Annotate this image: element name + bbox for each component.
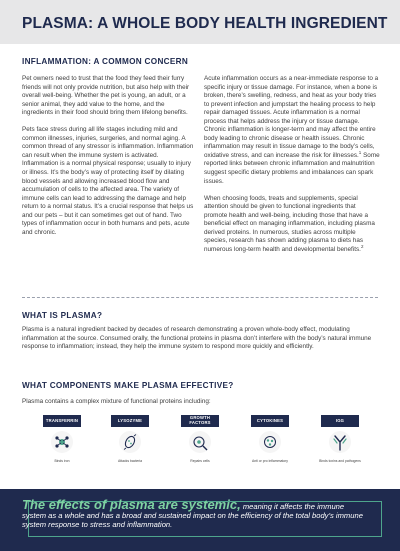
- page-title: PLASMA: A WHOLE BODY HEALTH INGREDIENT: [22, 15, 388, 32]
- footnote-ref: 1: [358, 149, 362, 155]
- component-card-cytokines: [244, 415, 296, 471]
- right-column: [204, 75, 380, 263]
- plasma-description: Plasma is a natural ingredient backed by decades of research demonstrating a proven whole-body effect, modulating inflammation at the source. Consumed orally, the functional proteins in plasma don’t interfere with the body’s natural immune response to inflammation; instead, they help the immune system to respond more quickly and efficiently.: [22, 326, 372, 351]
- components-intro: Plasma contains a complex mixture of functional proteins including:: [22, 398, 211, 405]
- section-divider: [22, 297, 378, 298]
- footnote-ref: 2: [360, 243, 364, 249]
- component-card-lysozyme: [104, 415, 156, 471]
- antibody-icon: [329, 431, 351, 453]
- component-label: CYTOKINES: [251, 415, 289, 427]
- component-caption: Anti or pro inflammatory: [252, 459, 288, 463]
- component-cards: [36, 415, 366, 471]
- section-heading-components: WHAT COMPONENTS MAKE PLASMA EFFECTIVE?: [22, 381, 234, 390]
- cytokine-icon: [259, 431, 281, 453]
- footer-callout: [22, 497, 368, 530]
- component-label: IGG: [321, 415, 359, 427]
- paragraph: [204, 195, 380, 255]
- component-label: GROWTH FACTORS: [181, 415, 219, 427]
- footer-highlight: The effects of plasma are systemic,: [22, 497, 241, 512]
- paragraph: [204, 75, 380, 186]
- paragraph-text: Some reported links between chronic inflammation and malnutrition suggest specific dietary problems and imbalances can spark issues.: [204, 151, 380, 185]
- component-label: LYSOZYME: [111, 415, 149, 427]
- component-card-igg: [314, 415, 366, 471]
- section-heading-inflammation: INFLAMMATION: A COMMON CONCERN: [22, 57, 189, 66]
- component-caption: Binds iron: [54, 459, 70, 463]
- paragraph: Pet owners need to trust that the food they feed their furry friends will not only provide nutrition, but also help with their overall well-being. Whether the pet is young, an adult, or a senior animal, they add value to the home, and the ingredients in their food should bring them lifelong benefits.: [22, 75, 190, 117]
- component-label: TRANSFERRIN: [43, 415, 81, 427]
- section-heading-what-is-plasma: WHAT IS PLASMA?: [22, 311, 103, 320]
- component-caption: Attacks bacteria: [117, 459, 143, 463]
- component-caption: Binds toxins and pathogens: [319, 459, 361, 463]
- paragraph-text: When choosing foods, treats and supplements, special attention should be given to functional ingredients that promote health and well-being, including those that have a beneficial effect on managing inflammation, including plasma derived proteins. In numerous, studies across multiple species, research has shown adding plasma to diets has numerous long-term health and developmental benefits.: [204, 194, 375, 253]
- bacteria-icon: [119, 431, 141, 453]
- component-card-growth-factors: [174, 415, 226, 471]
- iron-molecule-icon: [51, 431, 73, 453]
- component-caption: Repairs cells: [190, 459, 210, 463]
- cell-repair-icon: [189, 431, 211, 453]
- paragraph: Pets face stress during all life stages including mild and common illnesses, injuries, surgeries, and normal aging. A common thread of any stressor is inflammation. Inflammation can result when the immune system is activated. Inflammation is a normal physical response; usually to injury or illness. It’s the body’s way of protecting itself by dilating blood vessels and allowing increased blood flow and accumulation of cells to the affected area. The variety of immune cells can lead to addressing the damage and help return to a normal status. It’s a crucial response that helps us and our pets – but it can sometimes get out of hand. Two types of inflammation occur in both humans and pets, acute and chronic.: [22, 126, 194, 236]
- component-card-transferrin: [36, 415, 88, 471]
- paragraph-text: Acute inflammation occurs as a near-immediate response to a specific injury or tissue damage. For instance, when a bone is broken, there’s swelling, redness, and heat as your body tries to prevent infection and jumpstart the healing process to help repair damaged tissues. Acute inflammation is a normal process that helps address the injury or tissue damage. Chronic inflammation is longer-term and may affect the entire body leading to chronic disease or health issues. Chronic inflammation may result in tissue damage to the body’s cells, oxidative stress, and can increase the risk for illnesses.: [204, 75, 379, 159]
- footer-body: meaning it affects the immune system as a whole and has a broad and sustained impact on the efficiency of the total body’s immune system response to stress and inflammation.: [22, 502, 363, 530]
- left-column: [22, 75, 194, 246]
